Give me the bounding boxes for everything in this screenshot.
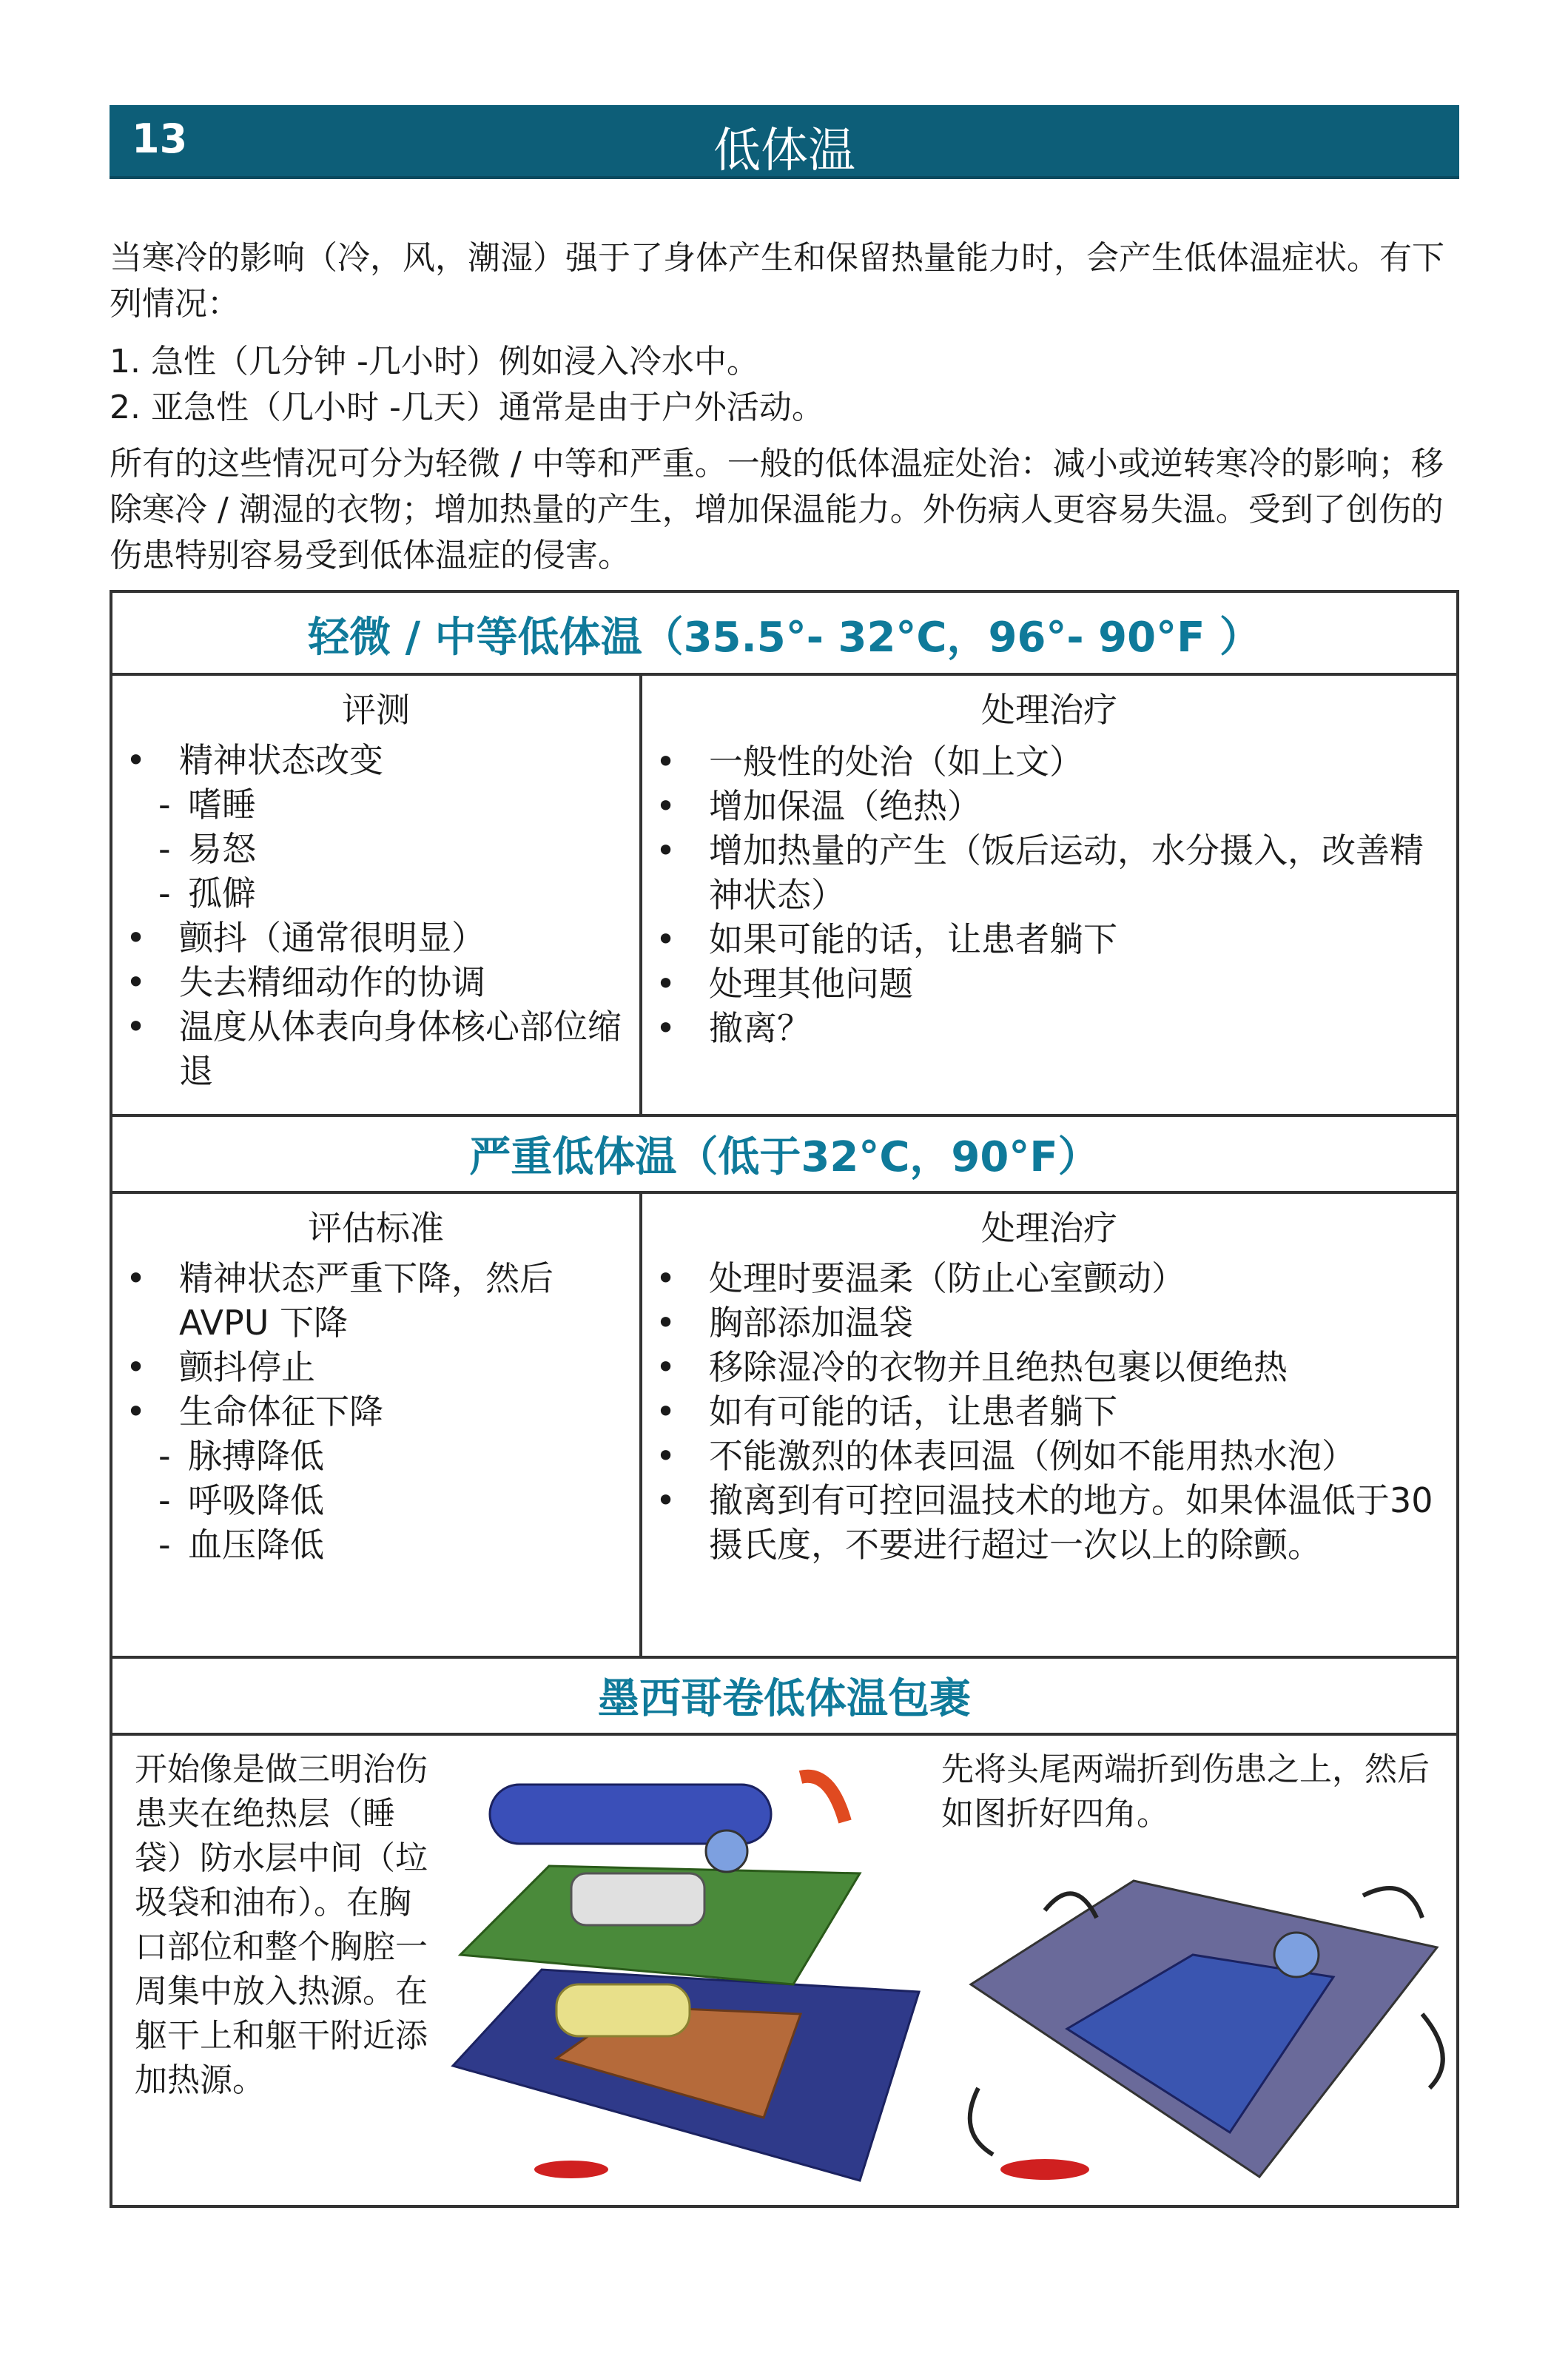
wrap-section-title: 墨西哥卷低体温包裹	[598, 1675, 971, 1723]
severe-section-title: 严重低体温（低于32°C，90°F）	[469, 1133, 1100, 1181]
list-item: • 撤离到有可控回温技术的地方。如果体温低于30摄氏度，不要进行超过一次以上的除颤。	[642, 1478, 1449, 1567]
patient-head	[706, 1830, 747, 1872]
list-item: • 移除湿冷的衣物并且绝热包裹以便绝热	[642, 1345, 1449, 1389]
mild-assess-list	[112, 738, 630, 1093]
intro-list	[110, 339, 1464, 431]
patient-body	[571, 1873, 704, 1925]
chapter-header	[110, 105, 1459, 179]
folded-wrap-illustration	[949, 1866, 1459, 2192]
heat-pack-icon	[1000, 2159, 1089, 2180]
severe-assess-heading: 评估标准	[308, 1208, 444, 1248]
list-item: • 一般性的处治（如上文）	[642, 739, 1449, 784]
wrap-instruction-left: 开始像是做三明治伤患夹在绝热层（睡袋）防水层中间（垃圾袋和油布）。在胸口部位和整个胸腔一周集中放入热源。在躯干上和躯干附近添加热源。	[135, 1751, 428, 2099]
heat-arrow-icon	[801, 1776, 845, 1822]
intro-paragraph-1: 当寒冷的影响（冷，风，潮湿）强于了身体产生和保留热量能力时，会产生低体温症状。有下列情况：	[110, 239, 1444, 323]
intro-list-item: 1. 急性（几分钟 -几小时）例如浸入冷水中。	[110, 343, 759, 380]
list-subitem: - 嗜睡	[112, 782, 630, 827]
fold-arrow-icon	[1422, 2014, 1443, 2088]
list-item: • 如果可能的话，让患者躺下	[642, 917, 1449, 961]
mild-treat-heading: 处理治疗	[981, 690, 1117, 730]
list-item: • 处理时要温柔（防止心室颤动）	[642, 1256, 1449, 1300]
list-item: • 撤离？	[642, 1006, 1449, 1050]
list-subitem: - 易怒	[112, 827, 630, 871]
list-item: • 增加保温（绝热）	[642, 784, 1449, 828]
list-subitem: - 脉搏降低	[112, 1434, 630, 1478]
list-subitem: - 呼吸降低	[112, 1478, 630, 1523]
mild-section-title: 轻微 / 中等低体温（35.5°- 32°C，96°- 90°F ）	[308, 614, 1261, 662]
list-item: • 如有可能的话，让患者躺下	[642, 1389, 1449, 1434]
list-item: • 精神状态严重下降，然后AVPU 下降	[112, 1256, 630, 1345]
list-item: • 颤抖停止	[112, 1345, 630, 1389]
list-item: • 不能激烈的体表回温（例如不能用热水泡）	[642, 1434, 1449, 1478]
list-item: • 精神状态改变	[112, 738, 630, 782]
severe-treat-heading: 处理治疗	[981, 1208, 1117, 1248]
list-item: • 温度从体表向身体核心部位缩退	[112, 1004, 630, 1093]
severe-treat-list	[642, 1256, 1449, 1567]
pillow-bag	[556, 1984, 690, 2036]
list-item: • 颤抖（通常很明显）	[112, 916, 630, 960]
fold-arrow-icon	[1363, 1888, 1422, 1918]
list-item: • 增加热量的产生（饭后运动，水分摄入，改善精神状态）	[642, 828, 1449, 917]
treatment-table	[110, 590, 1459, 2208]
mild-treat-list	[642, 739, 1449, 1050]
severe-assess-list	[112, 1256, 630, 1567]
list-item: • 失去精细动作的协调	[112, 960, 630, 1004]
list-subitem: - 血压降低	[112, 1523, 630, 1567]
chapter-title: 低体温	[713, 124, 855, 178]
intro-paragraph-2: 所有的这些情况可分为轻微 / 中等和严重。一般的低体温症处治：减小或逆转寒冷的影响；移除寒冷 / 潮湿的衣物；增加热量的产生，增加保温能力。外伤病人更容易失温。受到了创伤的伤患特别容易受到低体温症的侵害。	[110, 445, 1444, 574]
fold-arrow-icon	[970, 2088, 993, 2155]
wrap-instruction-right: 先将头尾两端折到伤患之上，然后如图折好四角。	[941, 1751, 1430, 1833]
heat-pack-icon	[534, 2161, 608, 2178]
list-item: • 胸部添加温袋	[642, 1300, 1449, 1345]
list-item: • 生命体征下降	[112, 1389, 630, 1434]
list-subitem: - 孤僻	[112, 871, 630, 916]
chapter-number: 13	[132, 115, 188, 162]
intro-list-item: 2. 亚急性（几小时 -几天）通常是由于户外活动。	[110, 389, 824, 426]
patient-head	[1274, 1933, 1319, 1977]
layered-wrap-illustration	[445, 1748, 934, 2184]
mild-assess-heading: 评测	[342, 690, 410, 730]
list-item: • 处理其他问题	[642, 961, 1449, 1006]
